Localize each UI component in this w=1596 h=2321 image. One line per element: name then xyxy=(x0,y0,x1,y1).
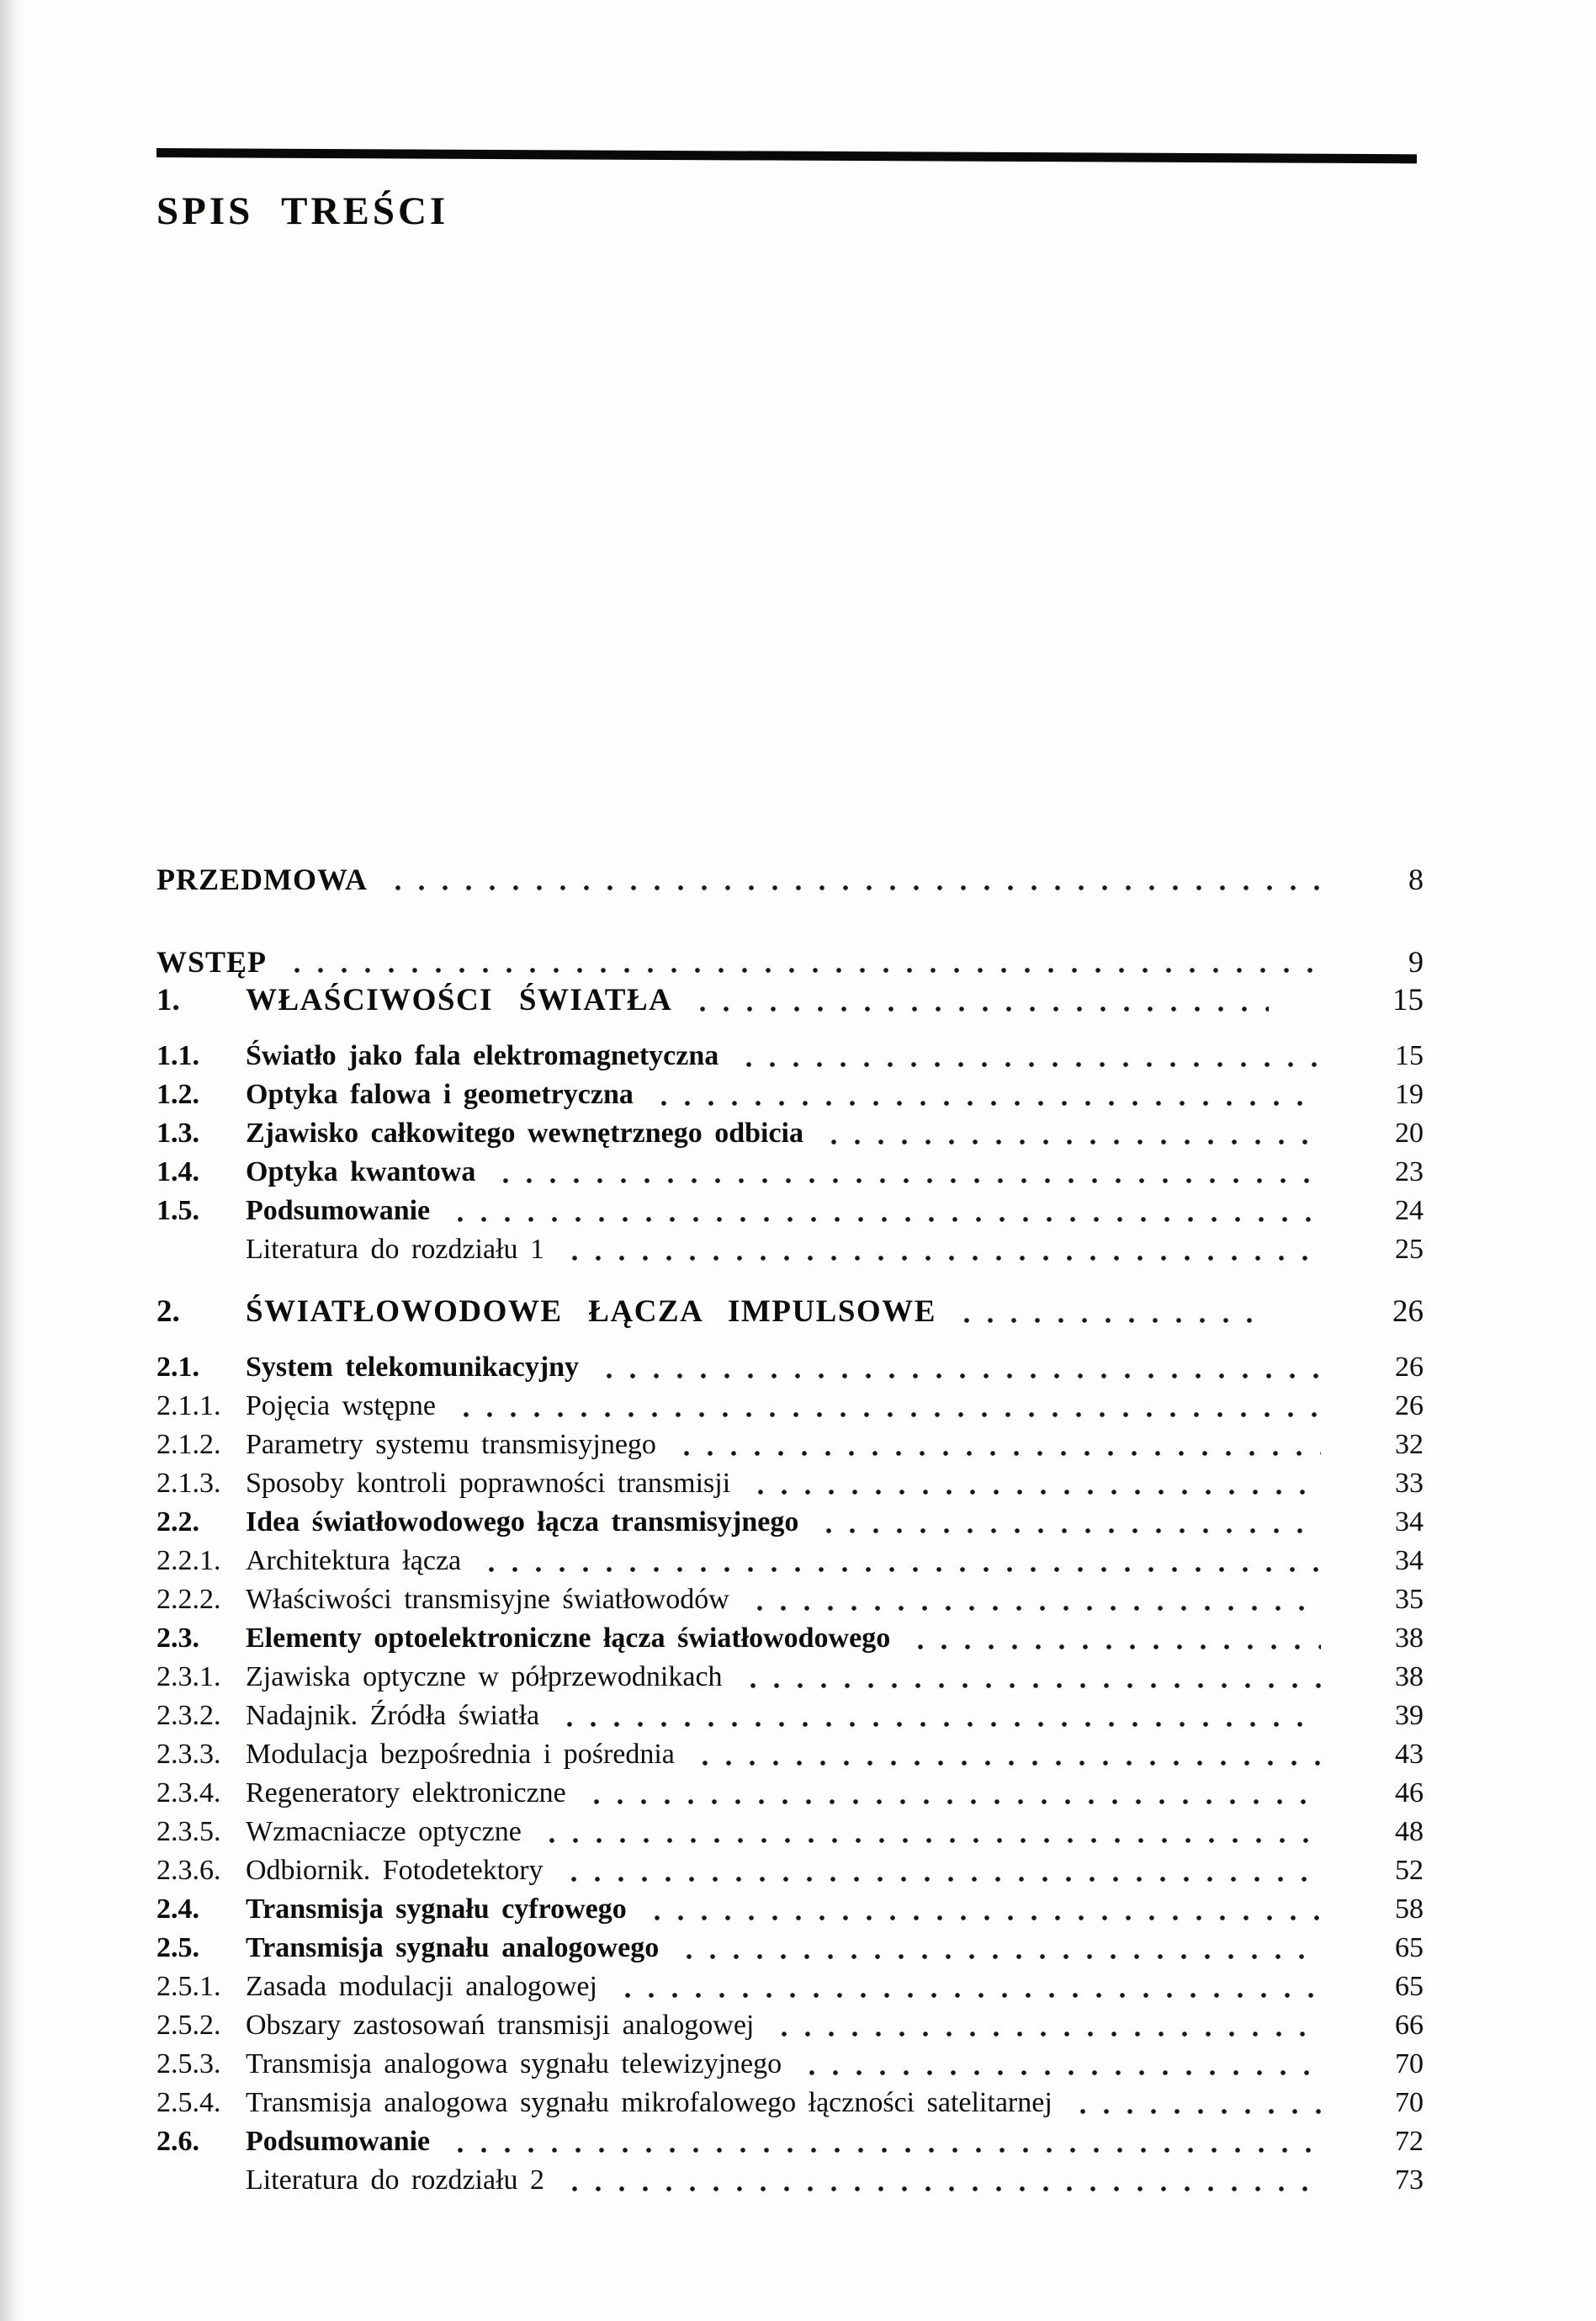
entry-number: 1.2. xyxy=(156,1079,199,1110)
entry-title: Modulacja bezpośrednia i pośrednia xyxy=(246,1739,675,1770)
toc-chapter-heading xyxy=(156,1293,1424,1331)
toc-entry xyxy=(156,2084,1424,2122)
dot-leader xyxy=(558,2161,1321,2200)
entry-page-number: 24 xyxy=(1395,1195,1424,1226)
entry-page-number: 20 xyxy=(1395,1118,1424,1149)
entry-page-number: 15 xyxy=(1395,1040,1424,1071)
dot-leader xyxy=(767,2006,1321,2045)
entry-number: 1.5. xyxy=(156,1195,199,1226)
entry-page-number: 19 xyxy=(1395,1079,1424,1110)
entry-number: 2.3.4. xyxy=(156,1777,221,1808)
dot-leader xyxy=(817,1114,1321,1153)
toc-entry-front xyxy=(156,943,1424,981)
dot-leader xyxy=(475,1542,1321,1580)
entry-title: Zjawisko całkowitego wewnętrznego odbicia xyxy=(246,1118,804,1149)
entry-page-number: 34 xyxy=(1395,1506,1424,1538)
toc-entry xyxy=(156,1076,1424,1114)
toc-entry xyxy=(156,1192,1424,1230)
entry-number: 2.2.2. xyxy=(156,1584,221,1615)
toc-entry xyxy=(156,1813,1424,1851)
dot-leader xyxy=(611,1968,1321,2006)
dot-leader xyxy=(647,1076,1321,1114)
entry-title: ŚWIATŁOWODOWE ŁĄCZA IMPULSOWE xyxy=(246,1294,936,1329)
entry-page-number: 73 xyxy=(1395,2164,1424,2196)
entry-page-number: 38 xyxy=(1395,1661,1424,1692)
entry-title: Odbiornik. Fotodetektory xyxy=(246,1855,543,1886)
entry-page-number: 52 xyxy=(1395,1855,1424,1886)
entry-number: 2.5.1. xyxy=(156,1971,221,2002)
dot-leader xyxy=(489,1153,1321,1192)
dot-leader xyxy=(558,1230,1321,1269)
dot-leader xyxy=(795,2045,1321,2084)
entry-number: 2.5.3. xyxy=(156,2048,221,2079)
dot-leader xyxy=(640,1890,1321,1929)
entry-title: Zjawiska optyczne w półprzewodnikach xyxy=(246,1661,723,1692)
entry-title: Wzmacniacze optyczne xyxy=(246,1816,522,1847)
entry-page-number: 70 xyxy=(1395,2087,1424,2118)
toc-entry xyxy=(156,1542,1424,1580)
toc-entry xyxy=(156,1890,1424,1929)
toc-entry xyxy=(156,2006,1424,2045)
dot-leader xyxy=(443,2122,1321,2161)
toc-entry xyxy=(156,1929,1424,1968)
dot-leader xyxy=(744,1464,1321,1503)
toc-list xyxy=(156,860,1424,2200)
entry-page-number: 26 xyxy=(1392,1294,1424,1329)
entry-title: PRZEDMOWA xyxy=(156,863,368,896)
entry-title: Transmisja sygnału cyfrowego xyxy=(246,1893,627,1925)
dot-leader xyxy=(732,1037,1321,1076)
toc-entry xyxy=(156,2161,1424,2200)
dot-leader xyxy=(381,860,1321,899)
entry-title: Światło jako fala elektromagnetyczna xyxy=(246,1040,719,1071)
dot-leader xyxy=(686,981,1269,1020)
entry-number: 1. xyxy=(156,983,180,1017)
entry-number: 1.1. xyxy=(156,1040,199,1071)
toc-entry xyxy=(156,1735,1424,1774)
entry-title: Optyka kwantowa xyxy=(246,1156,476,1187)
entry-page-number: 15 xyxy=(1392,983,1424,1017)
entry-title: Transmisja sygnału analogowego xyxy=(246,1932,660,1963)
entry-title: Regeneratory elektroniczne xyxy=(246,1777,566,1808)
entry-number: 2.3.6. xyxy=(156,1855,221,1886)
entry-title: Obszary zastosowań transmisji analogowej xyxy=(246,2010,755,2041)
entry-title: Zasada modulacji analogowej xyxy=(246,1971,597,2002)
entry-number: 2.6. xyxy=(156,2126,199,2157)
dot-leader xyxy=(580,1774,1321,1813)
entry-page-number: 66 xyxy=(1395,2010,1424,2041)
entry-title: WSTĘP xyxy=(156,945,268,979)
dot-leader xyxy=(812,1503,1321,1542)
toc-entry xyxy=(156,1153,1424,1192)
dot-leader xyxy=(1066,2084,1321,2122)
entry-title: Sposoby kontroli poprawności transmisji xyxy=(246,1468,731,1499)
dot-leader xyxy=(670,1426,1321,1464)
entry-number: 2.3. xyxy=(156,1623,199,1654)
toc-entry-front xyxy=(156,860,1424,899)
entry-number: 2.5.4. xyxy=(156,2087,221,2118)
dot-leader xyxy=(553,1697,1321,1735)
entry-title: Parametry systemu transmisyjnego xyxy=(246,1429,656,1460)
entry-page-number: 39 xyxy=(1395,1700,1424,1731)
toc-entry xyxy=(156,1851,1424,1890)
toc-entry xyxy=(156,1774,1424,1813)
dot-leader xyxy=(557,1851,1321,1890)
entry-number: 2.3.2. xyxy=(156,1700,221,1731)
entry-title: Podsumowanie xyxy=(246,2126,431,2157)
toc-entry xyxy=(156,1037,1424,1076)
entry-page-number: 46 xyxy=(1395,1777,1424,1808)
entry-page-number: 38 xyxy=(1395,1623,1424,1654)
dot-leader xyxy=(736,1658,1321,1697)
toc-entry xyxy=(156,1697,1424,1735)
entry-number: 1.3. xyxy=(156,1118,199,1149)
entry-page-number: 58 xyxy=(1395,1893,1424,1925)
toc-entry xyxy=(156,2122,1424,2161)
entry-number: 2.3.5. xyxy=(156,1816,221,1847)
entry-number: 2.5.2. xyxy=(156,2010,221,2041)
entry-title: Pojęcia wstępne xyxy=(246,1390,436,1421)
toc-entry xyxy=(156,1658,1424,1697)
entry-page-number: 33 xyxy=(1395,1468,1424,1499)
entry-page-number: 34 xyxy=(1395,1545,1424,1576)
dot-leader xyxy=(443,1192,1321,1230)
entry-number: 2.1.1. xyxy=(156,1390,221,1421)
entry-title: Transmisja analogowa sygnału telewizyjnego xyxy=(246,2048,782,2079)
dot-leader xyxy=(950,1293,1269,1331)
toc-entry xyxy=(156,1114,1424,1153)
entry-page-number: 26 xyxy=(1395,1352,1424,1383)
dot-leader xyxy=(743,1580,1321,1619)
entry-title: WŁAŚCIWOŚCI ŚWIATŁA xyxy=(246,983,673,1017)
entry-page-number: 35 xyxy=(1395,1584,1424,1615)
entry-number: 2.1.2. xyxy=(156,1429,221,1460)
entry-page-number: 65 xyxy=(1395,1971,1424,2002)
entry-title: Literatura do rozdziału 1 xyxy=(246,1234,545,1265)
entry-title: Architektura łącza xyxy=(246,1545,462,1576)
entry-number: 2.3.1. xyxy=(156,1661,221,1692)
entry-number: 2.1. xyxy=(156,1352,199,1383)
toc-entry xyxy=(156,1464,1424,1503)
entry-number: 2.2.1. xyxy=(156,1545,221,1576)
toc-entry xyxy=(156,1426,1424,1464)
toc-entry xyxy=(156,1503,1424,1542)
entry-number: 2.5. xyxy=(156,1932,199,1963)
dot-leader xyxy=(672,1929,1321,1968)
toc-entry xyxy=(156,1387,1424,1426)
toc-chapter xyxy=(156,981,1424,1269)
entry-page-number: 23 xyxy=(1395,1156,1424,1187)
entry-page-number: 25 xyxy=(1395,1234,1424,1265)
dot-leader xyxy=(449,1387,1321,1426)
entry-page-number: 70 xyxy=(1395,2048,1424,2079)
entry-title: Idea światłowodowego łącza transmisyjnego xyxy=(246,1506,799,1538)
page-title: SPIS TREŚCI xyxy=(156,189,449,233)
entry-page-number: 32 xyxy=(1395,1429,1424,1460)
entry-page-number: 65 xyxy=(1395,1932,1424,1963)
toc-entry xyxy=(156,2045,1424,2084)
toc-chapter-heading xyxy=(156,981,1424,1020)
entry-title: Elementy optoelektroniczne łącza światłowodowego xyxy=(246,1623,891,1654)
entry-title: Transmisja analogowa sygnału mikrofalowego łączności satelitarnej xyxy=(246,2087,1053,2118)
dot-leader xyxy=(535,1813,1321,1851)
entry-title: Literatura do rozdziału 2 xyxy=(246,2164,545,2196)
entry-number: 2.4. xyxy=(156,1893,199,1925)
entry-number: 2.3.3. xyxy=(156,1739,221,1770)
entry-number: 1.4. xyxy=(156,1156,199,1187)
toc-entry xyxy=(156,1580,1424,1619)
entry-title: System telekomunikacyjny xyxy=(246,1352,580,1383)
toc-entry xyxy=(156,1968,1424,2006)
toc-entry xyxy=(156,1348,1424,1387)
entry-title: Podsumowanie xyxy=(246,1195,431,1226)
entry-page-number: 8 xyxy=(1408,863,1424,896)
entry-page-number: 26 xyxy=(1395,1390,1424,1421)
entry-page-number: 72 xyxy=(1395,2126,1424,2157)
entry-title: Optyka falowa i geometryczna xyxy=(246,1079,634,1110)
entry-title: Nadajnik. Źródła światła xyxy=(246,1700,540,1731)
toc-entry xyxy=(156,1230,1424,1269)
entry-page-number: 9 xyxy=(1408,945,1424,979)
entry-number: 2.2. xyxy=(156,1506,199,1538)
entry-number: 2.1.3. xyxy=(156,1468,221,1499)
header-rule xyxy=(156,148,1417,163)
entry-page-number: 43 xyxy=(1395,1739,1424,1770)
dot-leader xyxy=(280,943,1321,981)
entry-number: 2. xyxy=(156,1294,180,1329)
toc-chapter xyxy=(156,1293,1424,2200)
dot-leader xyxy=(592,1348,1321,1387)
entry-title: Właściwości transmisyjne światłowodów xyxy=(246,1584,729,1615)
dot-leader xyxy=(904,1619,1321,1658)
scan-gutter-shadow xyxy=(0,0,24,2321)
entry-page-number: 48 xyxy=(1395,1816,1424,1847)
toc-entry xyxy=(156,1619,1424,1658)
dot-leader xyxy=(688,1735,1321,1774)
